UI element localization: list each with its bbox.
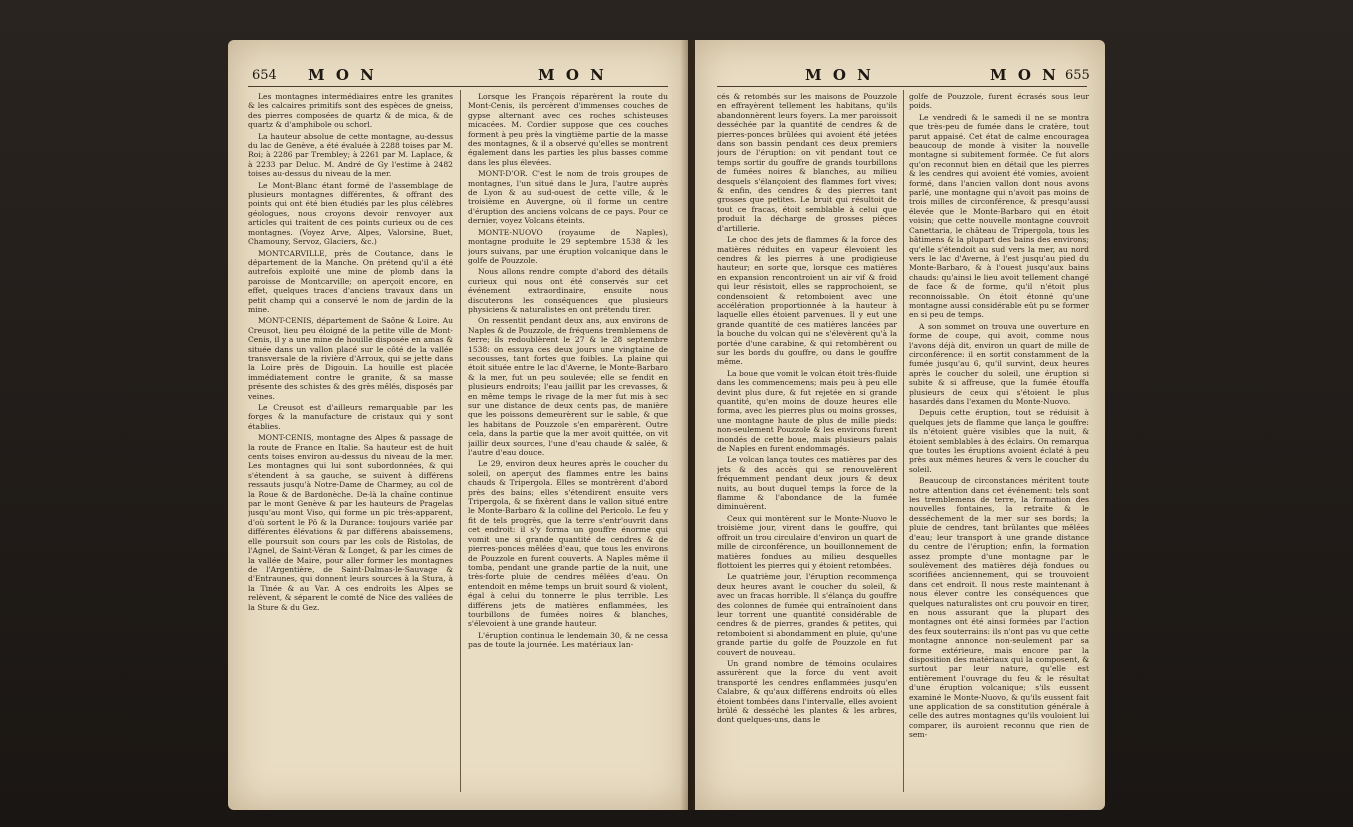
paragraph: MONT-CENIS, département de Saône & Loire. Au Creusot, lieu peu éloigné de la petite ville de Mont-Cenis, il y a une mine de houille disposée en amas & située dans un vallon placé sur le côté de la vallée transversale de la rivière d'Arroux, qui se jette dans la Loire près de Digouin. La houille est placée immédiatement contre le granite, & sa masse présente des schistes & des grès mêlés, disposés par veines.	[248, 316, 453, 401]
paragraph: La boue que vomit le volcan étoit très-fluide dans les commencemens; mais peu à peu elle devint plus dure, & fut rejetée en si grande quantité, qu'en moins de douze heures elle forma, avec les pierres plus ou moins grosses, une montagne haute de plus de mille pieds: non-seulement Pouzzole & les environs furent inondés de cette boue, mais plusieurs palais de Naples en furent endommagés.	[717, 368, 897, 454]
right-folio: 655	[1065, 68, 1090, 83]
left-column-2	[468, 92, 668, 792]
paragraph: Le vendredi & le samedi il ne se montra que très-peu de fumée dans le cratère, tout parut appaisé. Cet état de calme encouragea beaucoup de monde à visiter la nouvelle montagne si subitement formée. Ce fut alors qu'on reconnut bien en détail que les pierres & les cendres qui avoient été vomies, avoient formé, dans l'ancien vallon dont nous avons parlé, une montagne qui n'avoit pas moins de trois milles de circonférence, & presqu'aussi élevée que le Monte-Barbaro qui en étoit voisin; que cette nouvelle montagne couvroit Canettaria, le château de Tripergola, tous les bâtimens & la plupart des bains des environs; qu'elle s'étendoit au sud vers la mer, au nord vers le lac d'Averne, à l'est jusqu'au pied du Monte-Barbaro, & à l'ouest jusqu'aux bains chauds: qu'ainsi le lieu avoit tellement changé de face & de forme, qu'il n'étoit plus reconnoissable. On étoit étonné qu'une montagne aussi considérable eût pu se former en si peu de temps.	[909, 112, 1089, 320]
right-header-rule	[717, 86, 1087, 87]
left-header-rule	[248, 86, 668, 87]
right-running-head-right: M O N	[990, 66, 1059, 84]
paragraph: MONT-D'OR. C'est le nom de trois groupes de montagnes, l'un situé dans le Jura, l'autre auprès de Lyon & au sud-ouest de cette ville, & le troisième en Auvergne, où il forme un centre d'éruption des anciens volcans de ce pays. Pour ce dernier, voyez Volcans éteints.	[468, 169, 668, 226]
paragraph: Le Creusot est d'ailleurs remarquable par les forges & la manufacture de cristaux qui y sont établies.	[248, 403, 453, 431]
paragraph: Ceux qui montèrent sur le Monte-Nuovo le troisième jour, virent dans le gouffre, qui offroit un trou circulaire d'environ un quart de mille de circonférence, un bouillonnement de matières fondues au milieu desquelles flottoient les pierres qui y étoient retombées.	[717, 513, 897, 570]
paragraph: Depuis cette éruption, tout se réduisit à quelques jets de flamme que lança le gouffre: ils n'étoient guère visibles que la nuit, & étoient semblables à des éclairs. On remarqua que toutes les éruptions avoient éclaté à peu près aux mêmes heures & vers le coucher du soleil.	[909, 408, 1089, 474]
paragraph: Un grand nombre de témoins oculaires assurèrent que la force du vent avoit transporté les cendres enflammées jusqu'en Calabre, & qu'aux différens endroits où elles étoient tombées dans l'intervalle, elles avoient brûlé & desséché les plantes & les arbres, dont quelques-uns, dans le	[717, 658, 897, 725]
paragraph: A son sommet on trouva une ouverture en forme de coupe, qui avoit, comme nous l'avons déjà dit, environ un quart de mille de circonférence: il en sortit constamment de la fumée jusqu'au 6, qu'il survint, deux heures après le coucher du soleil, une éruption si subite & si affreuse, que la fumée étouffa plusieurs de ceux qui s'étoient le plus hasardés dans l'examen du Monte-Nuovo.	[909, 321, 1089, 406]
paragraph: Les montagnes intermédiaires entre les granites & les calcaires primitifs sont des espèces de gneiss, des pierres composées de quartz & de mica, & de quartz & d'amphibole ou schorl.	[248, 92, 453, 130]
right-column-2	[909, 92, 1089, 792]
paragraph: MONTCARVILLE, près de Coutance, dans le département de la Manche. On prétend qu'il a été autrefois exploité une mine de plomb dans la paroisse de Montcarville; on aperçoit encore, en effet, quelques traces d'anciens travaux dans un petit champ qui a conservé le nom de jardin de la mine.	[248, 248, 453, 314]
left-folio: 654	[252, 68, 277, 83]
right-page	[695, 40, 1105, 810]
right-column-1	[717, 92, 897, 792]
right-column-rule	[903, 90, 904, 792]
paragraph: Le quatrième jour, l'éruption recommença deux heures avant le coucher du soleil, & avec un fracas horrible. Il s'élança du gouffre des colonnes de fumée qui entraînoient dans leur torrent une quantité considérable de cendres & de pierres, grandes & petites, qui retomboient si abondamment en pluie, qu'une grande partie du golfe de Pouzzole en fut couvert de nouveau.	[717, 572, 897, 657]
paragraph: On ressentit pendant deux ans, aux environs de Naples & de Pouzzole, de fréquens tremblemens de terre; ils redoublèrent le 27 & le 28 septembre 1538: on essuya ces deux jours une vingtaine de secousses, tant fortes que foibles. La plaine qui étoit située entre le lac d'Averne, le Monte-Barbaro & la mer, fut un peu soulevée; elle se fendit en plusieurs endroits; l'eau jaillit par les crevasses, & en même temps le rivage de la mer fut mis à sec sur une distance de deux cents pas, de manière que les poissons demeurèrent sur le sable, & que les habitans de Pouzzole s'en emparèrent. Outre cela, dans la partie que la mer avoit quittée, on vit jaillir deux sources, l'une d'eau chaude & salée, & l'autre d'eau douce.	[468, 316, 668, 458]
paragraph: Le 29, environ deux heures après le coucher du soleil, on aperçut des flammes entre les bains chauds & Tripergola. Elles se montrèrent d'abord près des bains; elles s'étendirent ensuite vers Tripergola, & se fixèrent dans le vallon situé entre le Monte-Barbaro & la colline del Pericolo. Le feu y fit de tels progrès, que la terre s'entr'ouvrit dans cet endroit: il s'y forma un gouffre énorme qui vomit une si grande quantité de cendres & de pierres-ponces mêlées d'eau, que tous les environs de Pouzzole en furent couverts. A Naples même il tomba, pendant une grande partie de la nuit, une très-forte pluie de cendres mêlées d'eau. On entendoit en même temps un bruit sourd & violent, égal à celui du tonnerre le plus terrible. Les différens jets de matières enflammées, les tourbillons de fumées noires & blanches, s'élevoient à une grande hauteur.	[468, 459, 668, 629]
paragraph: Le Mont-Blanc étant formé de l'assemblage de plusieurs montagnes différentes, & offrant des points qui ont été bien étudiés par les plus célèbres géologues, nous croyons devoir renvoyer aux articles qui traitent de ces points curieux ou de ces montagnes. (Voyez Arve, Alpes, Valorsine, Buet, Chamouny, Servoz, Glaciers, &c.)	[248, 180, 453, 247]
right-running-head-left: M O N	[805, 66, 874, 84]
paragraph: L'éruption continua le lendemain 30, & ne cessa pas de toute la journée. Les matériaux lan-	[468, 630, 668, 650]
paragraph: Beaucoup de circonstances méritent toute notre attention dans cet événement: tels sont les tremblemens de terre, la formation des nouvelles fontaines, la retraite & le desséchement de la mer sur ses bords; la pluie de cendres, tant brûlantes que mêlées d'eau; leur transport à une grande distance du centre de l'éruption; enfin, la formation assez prompte d'une montagne par le soulèvement des matières déjà fondues ou scorifiées anciennement, qui se trouvoient dans cet endroit. Il nous reste maintenant à nous élever contre les conséquences que quelques naturalistes ont cru pouvoir en tirer, en nous assurant que la plupart des montagnes ont été ainsi formées par l'action des feux souterrains: ils n'ont pas vu que cette montagne annonce non-seulement par sa forme extérieure, mais encore par la disposition des matériaux qui la composent, & surtout par leur nature, qu'elle est entièrement l'ouvrage du feu & le résultat d'une éruption volcanique; s'ils eussent examiné le Monte-Nuovo, & qu'ils eussent fait une application de sa constitution générale à celle des autres montagnes qu'ils vouloient lui comparer, ils auroient reconnu que rien de sem-	[909, 476, 1089, 740]
left-running-head-right: M O N	[538, 66, 607, 84]
paragraph: La hauteur absolue de cette montagne, au-dessus du lac de Genève, a été évaluée à 2288 toises par M. Roi; à 2286 par Trembley; à 2261 par M. Laplace, & à 2233 par Deluc. M. André de Gy l'estime à 2482 toises au-dessus du niveau de la mer.	[248, 131, 453, 179]
paragraph: MONT-CENIS, montagne des Alpes & passage de la route de France en Italie. Sa hauteur est de huit cents toises environ au-dessus du niveau de la mer. Les montagnes qui lui sont subordonnées, & qui s'étendent à sa gauche, se suivent à différens ressauts jusqu'à Notre-Dame de Charmey, au col de la Roue & de Bardonèche. De-là la chaîne continue par le mont Genève & par les hauteurs de Pragelas jusqu'au mont Viso, qui forme un pic très-apparent, d'où sortent le Pô & la Durance: toujours variée par différentes élévations & par différens abaissemens, elle poursuit son cours par les cols de Ristolas, de l'Agnel, de Saint-Véran & Longet, & par les cimes de la vallée de Maire, pour aller former les montagnes de l'Argentière, de Saint-Dalmas-le-Sauvage & d'Entraunes, qui donnent leurs sources à la Stura, à la Tinée & au Var. A ces endroits les Alpes se relèvent, & séparent le comté de Nice des vallées de la Sture & du Gez.	[248, 433, 453, 612]
paragraph: Le volcan lança toutes ces matières par des jets & des accès qui se renouvelèrent fréquemment pendant deux jours & deux nuits, au bout duquel temps la force de la flamme & l'abondance de la fumée diminuèrent.	[717, 455, 897, 512]
paragraph: golfe de Pouzzole, furent écrasés sous leur poids.	[909, 92, 1089, 111]
paragraph: Nous allons rendre compte d'abord des détails curieux qui nous ont été conservés sur cet événement extraordinaire, ensuite nous discuterons les conséquences que plusieurs physiciens & naturalistes en ont prétendu tirer.	[468, 267, 668, 314]
paragraph: cés & retombés sur les maisons de Pouzzole en effrayèrent tellement les habitans, qu'ils abandonnèrent leurs foyers. La mer paroissoit desséchée par la quantité de cendres & de pierres-ponces brûlées qui avoient été jetées dans son bassin pendant ces deux premiers jours de l'éruption: on vit pendant tout ce temps sortir du gouffre de grands tourbillons de fumées noires & blanches, au milieu desquels s'élançoient des flammes fort vives; & enfin, des cendres & des pierres tant grosses que petites. Le bruit qui résultoit de tout ce fracas, étoit semblable à celui que produit la décharge de grosses pièces d'artillerie.	[717, 92, 897, 233]
paragraph: MONTE-NUOVO (royaume de Naples), montagne produite le 29 septembre 1538 & les jours suivans, par une éruption volcanique dans le golfe de Pouzzole.	[468, 227, 668, 265]
left-running-head-left: M O N	[308, 66, 377, 84]
left-page	[228, 40, 688, 810]
paragraph: Le choc des jets de flammes & la force des matières réduites en vapeur élevoient les cendres & les pierres à une prodigieuse hauteur; en sorte que, lorsque ces matières en expansion rencontroient un air vif & froid qui leur résistoit, elles se rapprochoient, se condensoient & retomboient avec une accélération proportionnée à la hauteur à laquelle elles étoient parvenues. Il y eut une grande quantité de ces matières lancées par la bouche du volcan qui ne s'élevèrent qu'à la portée d'une carabine, & qui retombèrent ou sur les bords du gouffre, ou dans le gouffre même.	[717, 235, 897, 367]
left-column-1	[248, 92, 453, 792]
paragraph: Lorsque les François réparèrent la route du Mont-Cenis, ils percèrent d'immenses couches de gypse alternant avec ces roches schisteuses micacées. M. Cordier suppose que ces couches forment à peu près la vingtième partie de la masse des montagnes, & il a observé qu'elles se montrent également dans les parties les plus basses comme dans les plus élevées.	[468, 92, 668, 167]
left-column-rule	[460, 90, 461, 792]
